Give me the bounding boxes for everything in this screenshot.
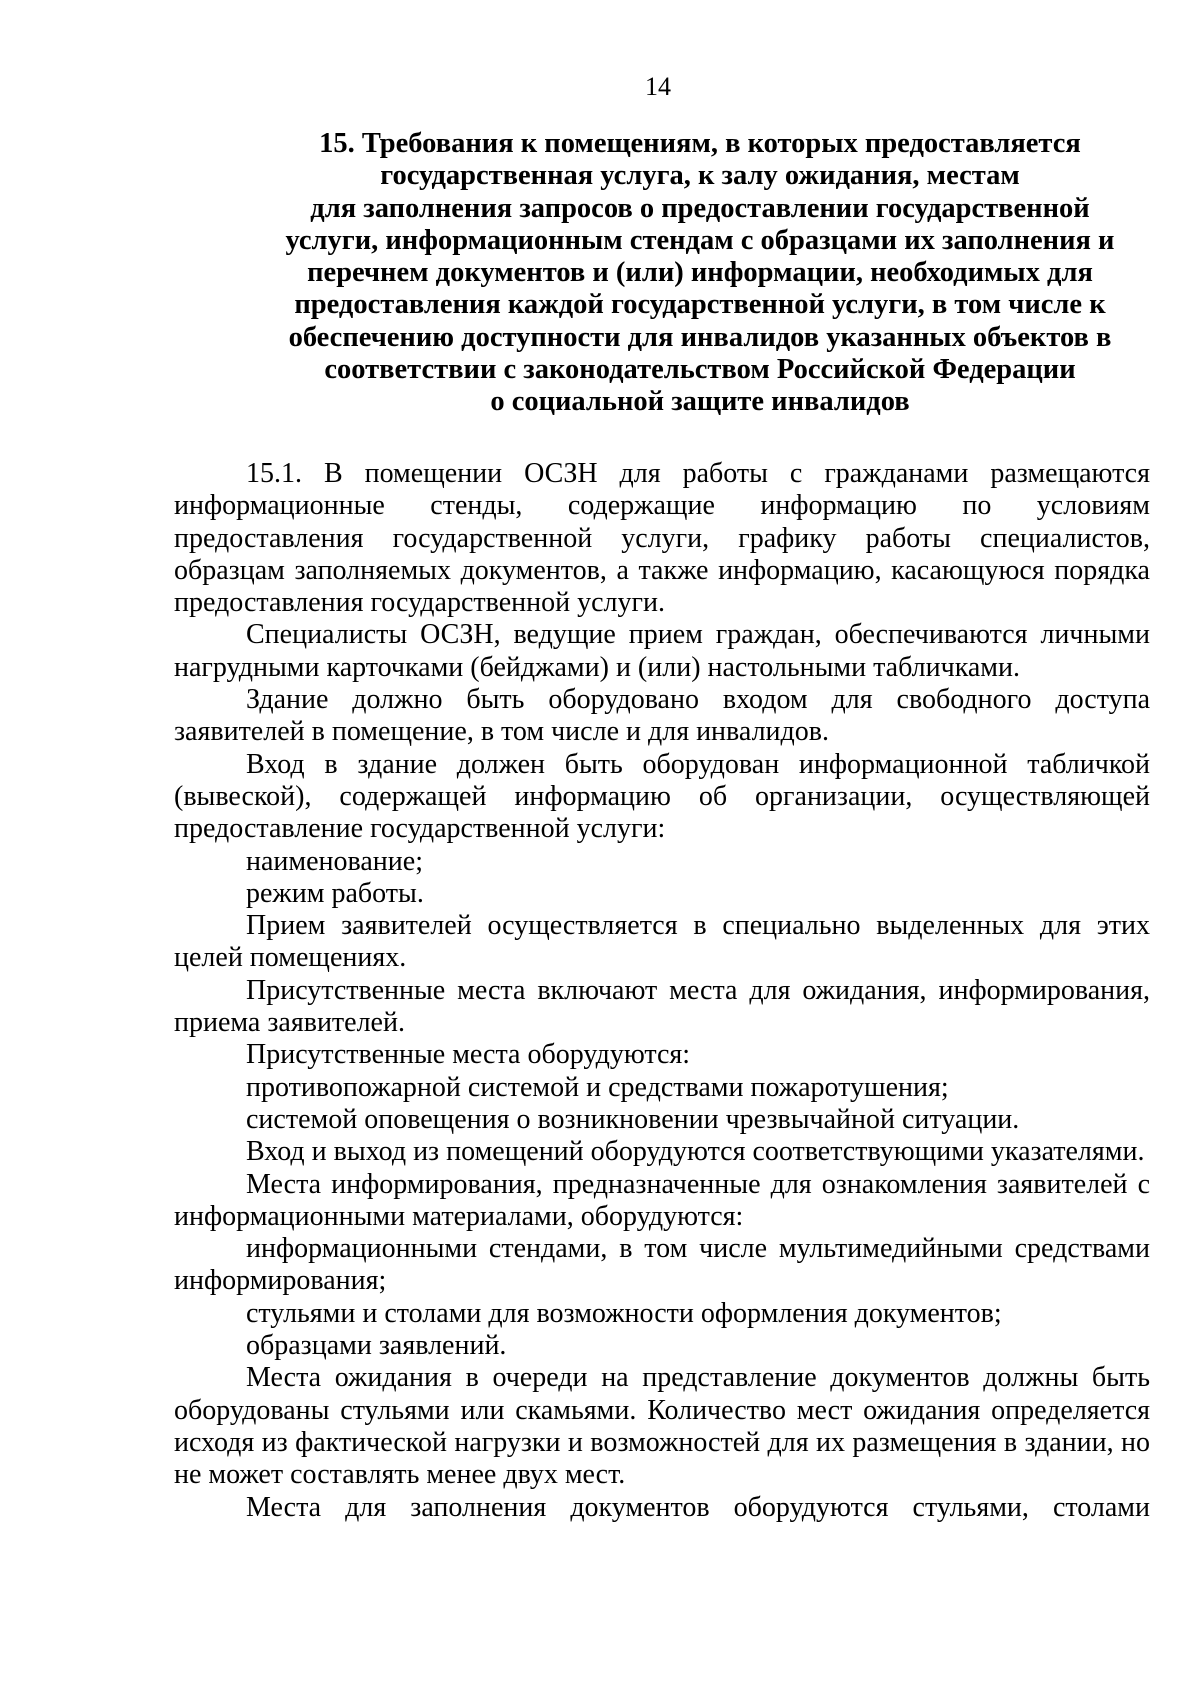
heading-line: 15. Требования к помещениям, в которых предоставляется [319, 128, 1081, 159]
heading-line: о социальной защите инвалидов [490, 386, 910, 418]
list-item: стульями и столами для возможности оформления документов; [246, 1297, 1002, 1329]
heading-line: перечнем документов и (или) информации, необходимых для [307, 257, 1093, 289]
paragraph: 15.1. В помещении ОСЗН для работы с гражданами размещаются информационные стенды, содержащие информацию по условиям предоставления государственной услуги, графику работы специалистов, образцам заполняемых документов, а также информацию, касающуюся порядка предоставления государственной услуги. [174, 458, 1150, 619]
paragraph: Присутственные места включают места для ожидания, информирования, приема заявителей. [174, 974, 1150, 1039]
section-heading [220, 128, 1180, 419]
heading-line: услуги, информационным стендам с образцами их заполнения и [285, 224, 1115, 256]
paragraph: Места ожидания в очереди на представление документов должны быть оборудованы стульями или скамьями. Количество мест ожидания определяется исходя из фактической нагрузки и возможностей для их размещения в здании, но не может составлять менее двух мест. [174, 1362, 1150, 1491]
list-item: системой оповещения о возникновении чрезвычайной ситуации. [246, 1103, 1020, 1135]
heading-line: государственная услуга, к залу ожидания, местам [380, 160, 1020, 192]
body-text [174, 458, 1150, 1524]
paragraph: Специалисты ОСЗН, ведущие прием граждан, обеспечиваются личными нагрудными карточками (бейджами) и (или) настольными табличками. [174, 619, 1150, 683]
paragraph: Вход и выход из помещений оборудуются соответствующими указателями. [246, 1136, 1145, 1168]
paragraph: Присутственные места оборудуются: [246, 1039, 691, 1071]
heading-line: для заполнения запросов о предоставлении государственной [310, 192, 1090, 224]
paragraph: Здание должно быть оборудовано входом для свободного доступа заявителей в помещение, в том числе и для инвалидов. [174, 684, 1150, 748]
heading-line: обеспечению доступности для инвалидов указанных объектов в [288, 321, 1112, 353]
list-item: режим работы. [246, 877, 424, 909]
paragraph: Места информирования, предназначенные для ознакомления заявителей с информационными материалами, оборудуются: [174, 1168, 1150, 1232]
list-item: противопожарной системой и средствами пожаротушения; [246, 1071, 949, 1103]
paragraph: Места для заполнения документов оборудуются стульями, столами [246, 1491, 1150, 1523]
list-item: наименование; [246, 845, 423, 877]
list-item: информационными стендами, в том числе мультимедийными средствами информирования; [174, 1233, 1150, 1297]
page-number: 14 [645, 72, 671, 101]
heading-line: соответствии с законодательством Российской Федерации [324, 354, 1076, 386]
paragraph: Вход в здание должен быть оборудован информационной табличкой (вывеской), содержащей информацию об организации, осуществляющей предоставление государственной услуги: [174, 748, 1150, 845]
paragraph: Прием заявителей осуществляется в специально выделенных для этих целей помещениях. [174, 910, 1150, 974]
list-item: образцами заявлений. [246, 1330, 507, 1362]
heading-line: предоставления каждой государственной услуги, в том числе к [294, 289, 1106, 321]
